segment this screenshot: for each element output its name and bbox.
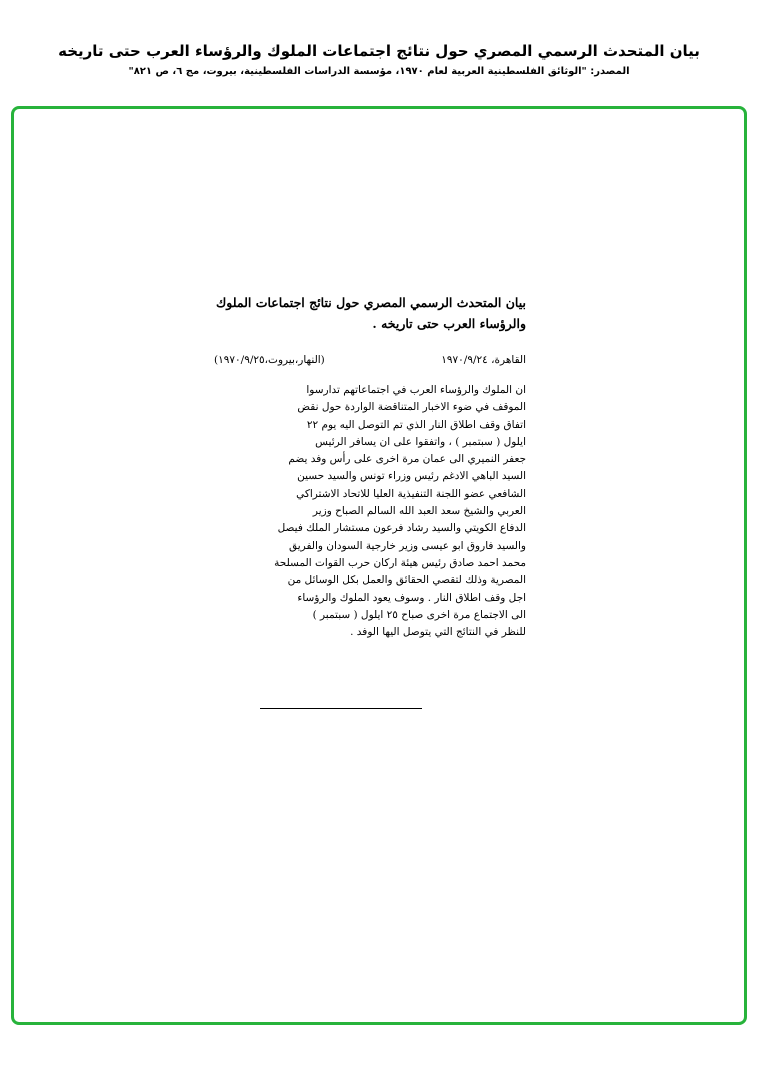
body-line: محمد احمد صادق رئيس هيئة اركان حرب القوات المسلحة [274,556,526,569]
document-heading [214,292,526,334]
heading-line: والرؤساء العرب حتى تاريخه . [372,316,526,331]
body-line: الشافعي عضو اللجنة التنفيذية العليا للاتحاد الاشتراكي [296,487,526,500]
scanned-document [214,292,526,641]
date-place: القاهرة، ١٩٧٠/٩/٢٤ [441,354,526,366]
body-line: السيد الباهي الادغم رئيس وزراء تونس والسيد حسين [297,470,526,483]
body-line: ان الملوك والرؤساء العرب في اجتماعاتهم تدارسوا [306,384,526,396]
body-line: ايلول ( سبتمبر ) ، واتفقوا على ان يسافر الرئيس [315,435,526,448]
page-header [0,40,758,80]
source-reference: (النهار،بيروت،١٩٧٠/٩/٢٥) [214,354,325,366]
body-line: الموقف في ضوء الاخبار المتناقضة الواردة حول نقض [297,401,526,414]
body-line: الى الاجتماع مرة اخرى صباح ٢٥ ايلول ( سبتمبر ) [312,608,526,621]
body-line: العربي والشيخ سعد العبد الله السالم الصباح وزير [312,505,526,518]
body-line: للنظر في النتائج التي يتوصل اليها الوفد . [350,626,526,639]
body-line: المصرية وذلك لتقصي الحقائق والعمل بكل الوسائل من [287,574,526,587]
dateline [214,352,526,368]
document-body [214,382,526,641]
body-line: اجل وقف اطلاق النار . وسوف يعود الملوك والرؤساء [297,591,526,604]
end-divider [260,708,422,709]
body-line: الدفاع الكويتي والسيد رشاد فرعون مستشار الملك فيصل [277,522,526,535]
page-title: بيان المتحدث الرسمي المصري حول نتائج اجتماعات الملوك والرؤساء العرب حتى تاريخه [58,42,700,60]
body-line: جعفر النميري الى عمان مرة اخرى على رأس وفد يضم [288,453,526,466]
heading-line: بيان المتحدث الرسمي المصري حول نتائج اجتماعات الملوك [215,295,526,310]
body-line: والسيد فاروق ابو عيسى وزير خارجية السودان والفريق [288,539,526,552]
body-line: اتفاق وقف اطلاق النار الذي تم التوصل اليه يوم ٢٢ [306,418,526,431]
source-citation: المصدر: "الوثائق الفلسطينية العربية لعام ١٩٧٠، مؤسسة الدراسات الفلسطينية، بيروت، مج ٦، ص ٨٢١" [128,66,630,77]
